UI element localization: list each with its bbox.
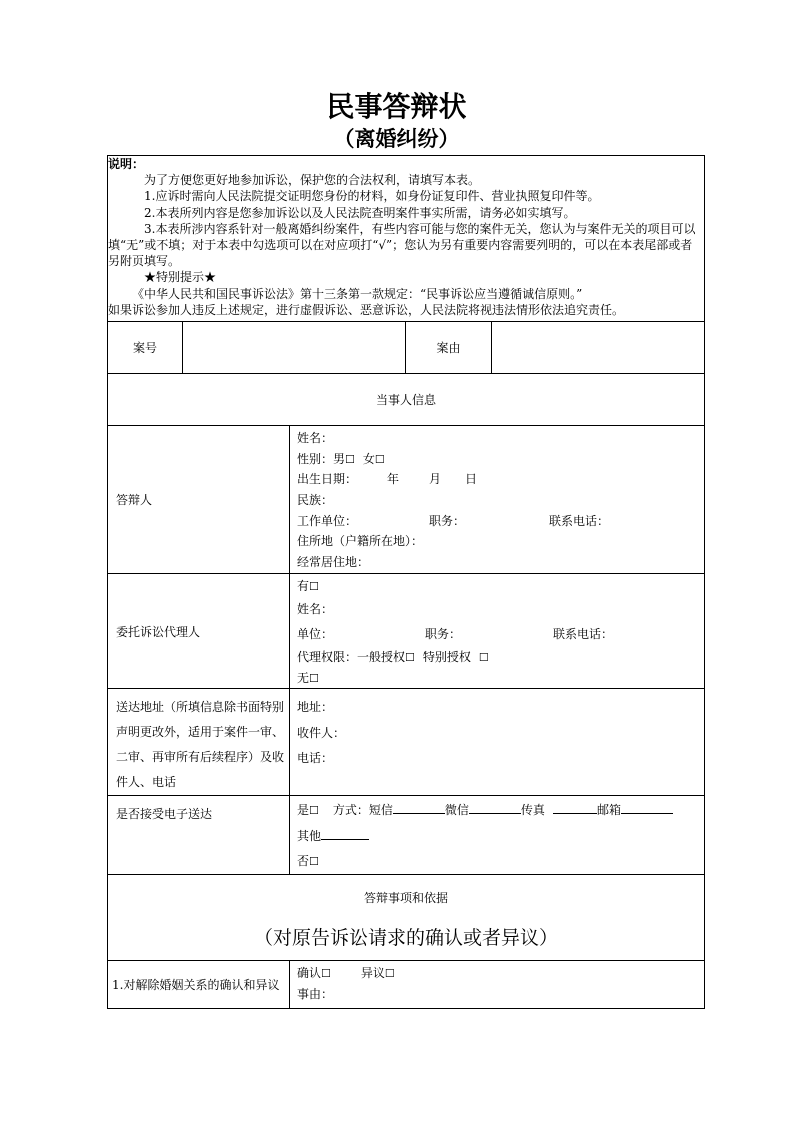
checkbox-icon[interactable]: ☐: [309, 671, 319, 685]
other-blank[interactable]: [321, 827, 369, 840]
service-phone: 电话：: [297, 751, 334, 766]
checkbox-icon[interactable]: ☐: [478, 651, 489, 665]
respondent-ethnic: 民族：: [297, 493, 334, 508]
sms-blank[interactable]: [393, 801, 445, 814]
defense-section-heading: [108, 875, 705, 961]
case-cause-label: 案由: [406, 322, 492, 374]
service-address: 地址：: [297, 700, 334, 715]
respondent-work: 工作单位： 职务： 联系电话：: [297, 513, 610, 528]
defense-subheading: （对原告诉讼请求的确认或者异议）: [254, 926, 559, 949]
wechat-blank[interactable]: [469, 801, 521, 814]
defense-form-table: [107, 155, 705, 1009]
fax-blank[interactable]: [553, 801, 597, 814]
defense-heading: 答辩事项和依据: [364, 890, 449, 905]
item1-row: [108, 961, 705, 1009]
special-tip-line: 《中华人民共和国民事诉讼法》第十三条第一款规定：“民事诉讼应当遵循诚信原则。”: [132, 286, 583, 301]
instructions-label: 说明：: [108, 157, 145, 171]
electronic-other: 其他: [297, 824, 704, 849]
respondent-label: 答辩人: [108, 426, 290, 574]
checkbox-icon[interactable]: ☐: [384, 967, 395, 981]
party-section-heading: 当事人信息: [108, 374, 705, 426]
document-title: 民事答辩状: [326, 90, 467, 123]
email-blank[interactable]: [621, 801, 673, 814]
respondent-row: [108, 426, 705, 574]
agent-unit: 单位： 职务： 联系电话：: [297, 626, 614, 641]
case-row: [108, 322, 705, 374]
instructions-line: 1.应诉时需向人民法院提交证明您身份的材料，如身份证复印件、营业执照复印件等。: [144, 189, 600, 204]
instructions: [108, 156, 705, 322]
service-recipient: 收件人：: [297, 725, 346, 740]
party-section-row: [108, 374, 705, 426]
respondent-fields[interactable]: [290, 426, 705, 574]
service-row: [108, 689, 705, 796]
instructions-line: 3.本表所涉内容系针对一般离婚纠纷案件，有些内容可能与您的案件无关，您认为与案件无关的项目可以填“无”或不填；对于本表中勾选项可以在对应项打“√”；您认为另有重要内容需要列明的，可以在本表尾部或者另附页填写。: [108, 221, 696, 269]
case-number-label: 案号: [108, 322, 183, 374]
special-tip-title: ★特别提示★: [144, 270, 217, 285]
checkbox-icon[interactable]: ☐: [405, 651, 415, 665]
checkbox-icon[interactable]: ☐: [309, 804, 319, 818]
respondent-birth: 出生日期： 年 月 日: [297, 472, 478, 487]
checkbox-icon[interactable]: ☐: [321, 967, 331, 981]
agent-name: 姓名：: [297, 601, 334, 616]
agent-fields[interactable]: [290, 573, 705, 689]
electronic-label: 是否接受电子送达: [108, 796, 290, 875]
item1-reason: 事由：: [297, 987, 334, 1002]
electronic-no: 否☐: [297, 854, 319, 869]
case-number-field[interactable]: [183, 322, 406, 374]
item1-fields[interactable]: [290, 961, 705, 1009]
agent-row: [108, 573, 705, 689]
checkbox-icon[interactable]: ☐: [309, 579, 319, 593]
agent-authority: 代理权限：一般授权☐ 特别授权 ☐: [297, 650, 489, 665]
checkbox-icon[interactable]: ☐: [345, 452, 355, 466]
checkbox-icon[interactable]: ☐: [309, 855, 319, 869]
document-subtitle: （离婚纠纷）: [333, 126, 460, 151]
agent-yes: 有☐: [297, 578, 319, 593]
instructions-row: [108, 156, 705, 322]
service-fields[interactable]: [290, 689, 705, 796]
electronic-yes: 是☐ 方式：短信 微信 传真 邮箱: [297, 798, 704, 823]
instructions-line: 2.本表所列内容是您参加诉讼以及人民法院查明案件事实所需，请务必如实填写。: [144, 205, 576, 220]
defense-section-row: [108, 875, 705, 961]
respondent-gender: 性别：男☐ 女☐: [297, 451, 385, 466]
agent-label: 委托诉讼代理人: [108, 573, 290, 689]
respondent-domicile: 住所地（户籍所在地）：: [297, 534, 424, 549]
service-label: 送达地址（所填信息除书面特别声明更改外，适用于案件一审、二审、再审所有后续程序）及收件人、电话: [108, 689, 290, 796]
checkbox-icon[interactable]: ☐: [374, 452, 385, 466]
item1-confirm: 确认☐ 异议☐: [297, 966, 395, 981]
special-tip-line: 如果诉讼参加人违反上述规定，进行虚假诉讼、恶意诉讼，人民法院将视违法情形依法追究责任。: [108, 302, 625, 317]
respondent-name: 姓名：: [297, 431, 334, 445]
case-cause-field[interactable]: [492, 322, 705, 374]
electronic-row: [108, 796, 705, 875]
instructions-line: 为了方便您更好地参加诉讼，保护您的合法权利，请填写本表。: [144, 173, 481, 188]
electronic-fields[interactable]: [290, 796, 705, 875]
respondent-residence: 经常居住地：: [297, 555, 370, 570]
item1-label: 1.对解除婚姻关系的确认和异议: [108, 961, 290, 1009]
agent-no: 无☐: [297, 670, 319, 685]
